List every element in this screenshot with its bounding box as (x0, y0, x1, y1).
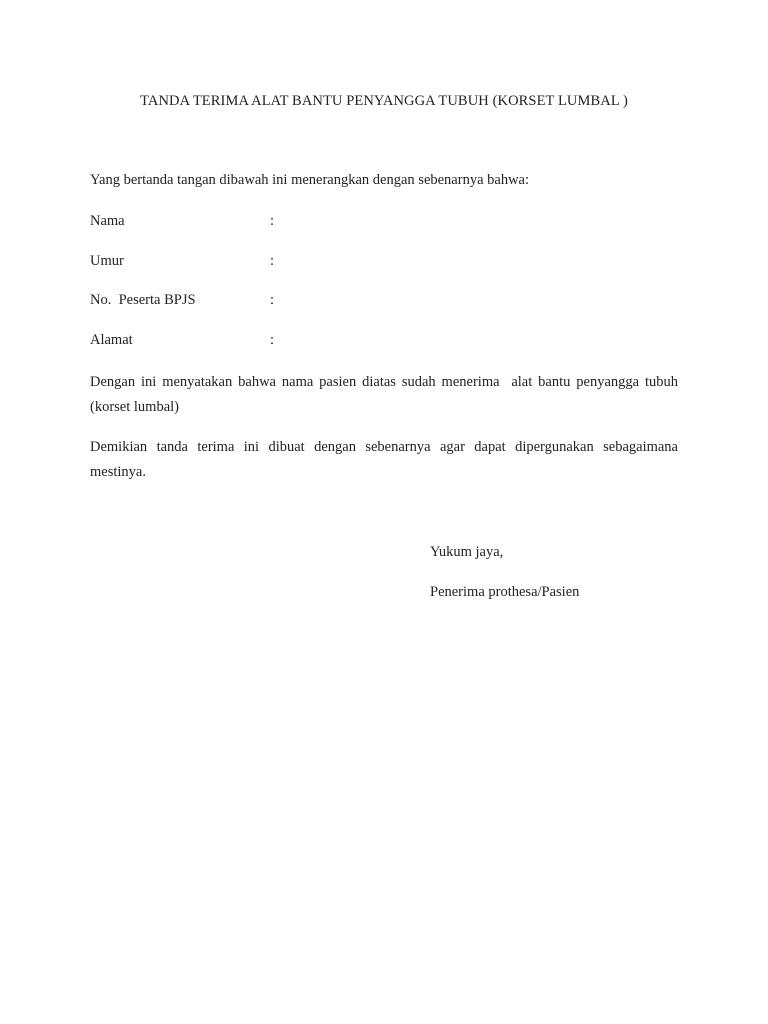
document-title: TANDA TERIMA ALAT BANTU PENYANGGA TUBUH (KORSET LUMBAL ) (140, 93, 628, 109)
field-colon: : (270, 332, 275, 348)
field-label: Umur (90, 253, 124, 269)
recipient-label: Penerima prothesa/Pasien (430, 584, 580, 600)
statement-line-1: Dengan ini menyatakan bahwa nama pasien diatas sudah menerima alat bantu penyangga tubuh (90, 374, 678, 390)
field-no-peserta-bpjs (90, 292, 680, 312)
field-label: No. Peserta BPJS (90, 292, 196, 308)
closing-line-2: mestinya. (90, 464, 146, 480)
intro-text: Yang bertanda tangan dibawah ini menerangkan dengan sebenarnya bahwa: (90, 172, 530, 188)
closing-line-1: Demikian tanda terima ini dibuat dengan sebenarnya agar dapat dipergunakan sebagaimana (90, 439, 678, 455)
field-colon: : (270, 292, 275, 308)
place-text: Yukum jaya, (430, 544, 504, 560)
field-alamat (90, 332, 680, 352)
field-label: Nama (90, 213, 125, 229)
field-colon: : (270, 213, 275, 229)
field-nama (90, 213, 680, 233)
field-umur (90, 253, 680, 273)
statement-line-2: (korset lumbal) (90, 399, 179, 415)
field-label: Alamat (90, 332, 133, 348)
field-colon: : (270, 253, 275, 269)
